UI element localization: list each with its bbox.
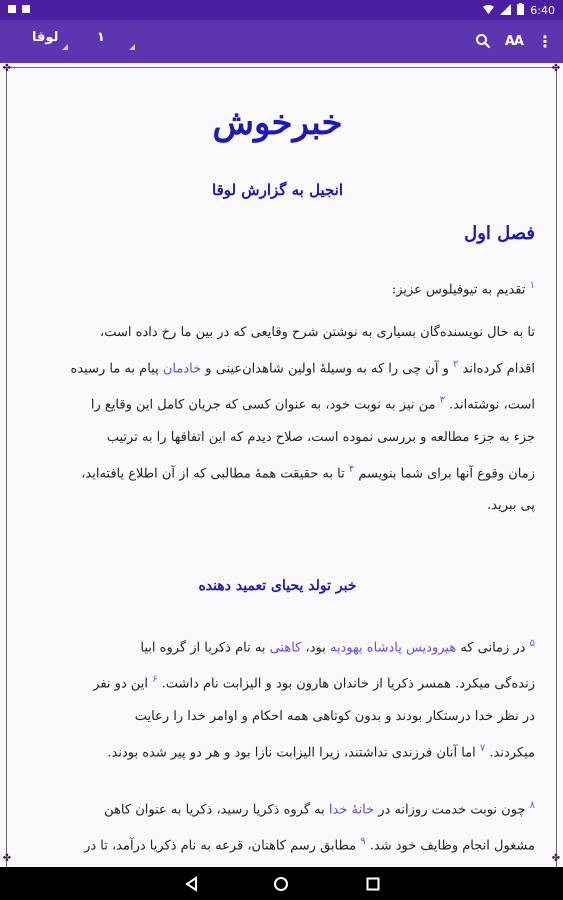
font-size-icon: AA <box>504 33 523 49</box>
notification-icon-2 <box>22 5 30 13</box>
corner-ornament-icon: ✤ <box>2 853 12 864</box>
verse-text: تقدیم به تیوفیلوس عزیز: <box>391 282 526 298</box>
chapter-title: فصل اول <box>464 223 535 244</box>
more-vert-icon: ⋮ <box>537 31 553 51</box>
text-line: زمان وقوع آنها برای شما بنویسم $^۴$ تا به حقیقت همهٔ مطالبی که از آن اطلاع یافته‌اید، <box>81 463 535 481</box>
corner-ornament-icon: ✤ <box>551 853 561 864</box>
back-icon[interactable] <box>183 875 201 893</box>
text-line: جزء به جزء مطالعه و بررسی نموده است، صلاح دیدم که این اتفاقها را به ترتیب <box>106 429 535 445</box>
text-line: زنده‌گی میکرد. همسر ذکریا از خاندان هارون بود و الیزابت نام داشت. $^۶$ این دو نفر <box>93 674 535 692</box>
verse-number[interactable]: ۲ <box>453 359 459 370</box>
text-line: مشغول انجام وظایف خود شد. $^۹$ مطابق رسم کاهنان، قرعه به نام ذکریا درآمد، تا در <box>84 836 535 854</box>
verse-number[interactable]: ۳ <box>439 395 445 407</box>
section-heading: خبر تولد یحیای تعمید دهنده <box>198 578 357 594</box>
verse-number[interactable]: ۴ <box>348 463 355 475</box>
verse-number[interactable]: ۷ <box>479 742 486 754</box>
status-bar <box>0 0 563 20</box>
chapter-spinner[interactable] <box>97 30 105 54</box>
text-line: $^۸$ چون نوبت خدمت روزانه در خانهٔ خدا به گروه ذکریا رسید، ذکریا به عنوان کاهن <box>104 800 535 818</box>
verse-number[interactable]: ۹ <box>360 836 366 848</box>
spinner-arrow-icon <box>129 44 135 50</box>
reader-page[interactable] <box>0 63 563 867</box>
verse-number[interactable]: ۵ <box>529 638 535 649</box>
text-line: در نظر خدا درستکار بودند و بدون کوتاهی همه احکام و اوامر خدا را رعایت <box>134 708 535 724</box>
home-icon[interactable] <box>272 875 290 893</box>
paragraph-verses-8-9 <box>20 790 535 863</box>
search-icon[interactable] <box>475 31 491 51</box>
overflow-menu-button[interactable] <box>537 31 553 51</box>
corner-ornament-icon: ✤ <box>2 63 12 74</box>
battery-icon <box>517 3 524 18</box>
text-line: میکردند. $^۷$ اما آنان فرزندی نداشتند، زیرا الیزابت نازا بود و هر دو پیر شده بودند. <box>107 742 535 760</box>
font-size-button[interactable] <box>505 31 523 51</box>
text-line: است، نوشته‌اند. $^۳$ من نیز به نوبت خود، به عنوان کسی که جریان کامل این وقایع را <box>90 395 535 413</box>
paragraph-verses-5-7 <box>20 628 535 769</box>
glossary-link[interactable]: خانهٔ خدا <box>328 802 375 818</box>
chapter-spinner-label: ۱ <box>97 30 105 45</box>
book-title: خبرخوش <box>212 103 343 143</box>
paragraph-verses-2-4 <box>20 317 535 522</box>
glossary-link[interactable]: خادمان <box>162 361 202 377</box>
glossary-link[interactable]: هیرودیس پادشاه یهودیه <box>329 640 457 656</box>
spinner-arrow-icon <box>62 44 68 50</box>
book-subtitle: انجیل به گزارش لوقا <box>212 181 343 199</box>
clock: 6:40 <box>530 4 555 17</box>
text-line: $^۵$ در زمانی که هیرودیس پادشاه یهودیه بود، کاهنی به نام ذکریا از گروه ابیا <box>140 638 535 656</box>
verse-number[interactable]: ۱ <box>529 280 535 291</box>
signal-icon <box>500 4 511 18</box>
glossary-link[interactable]: کاهنی <box>269 640 302 656</box>
book-spinner[interactable] <box>32 30 58 54</box>
verse-number[interactable]: ۸ <box>529 800 535 811</box>
wifi-icon <box>483 4 494 18</box>
verse-1 <box>20 270 535 306</box>
text-line: پی ببرید. <box>487 497 535 513</box>
verse-number[interactable]: ۶ <box>152 674 158 686</box>
corner-ornament-icon: ✤ <box>551 63 561 74</box>
notification-icon <box>8 5 16 13</box>
app-bar <box>0 20 563 63</box>
text-line: اقدام کرده‌اند $^۲$ و آن چی را که به وسیلهٔ اولین شاهدان‌عینی و خادمان پیام به ما رسیده <box>70 359 535 377</box>
book-spinner-label: لوقا <box>32 30 59 45</box>
system-nav-bar <box>0 867 563 900</box>
recents-icon[interactable] <box>364 875 382 893</box>
text-line: تا به حال نویسنده‌گان بسیاری به نوشتن شرح وقایعی که در بین ما رخ داده است، <box>100 325 535 340</box>
